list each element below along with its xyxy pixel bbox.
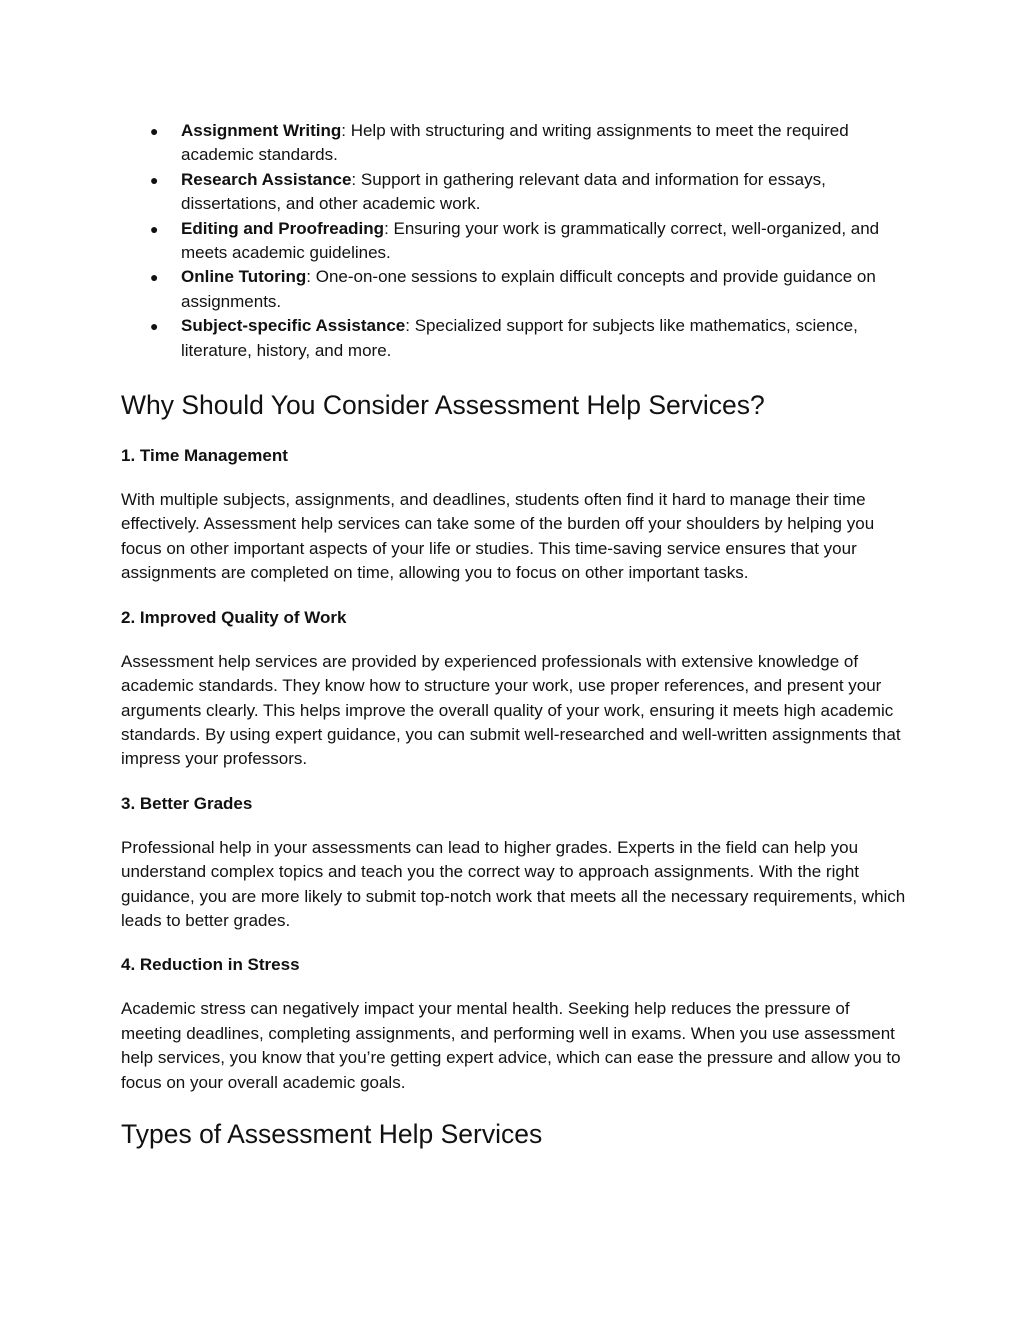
section-body-better-grades: Professional help in your assessments can lead to higher grades. Experts in the field can help you understand complex topics and teach you the correct way to approach assignments. With the right guidance, you are more likely to submit top-notch work that meets all the necessary requirements, which leads to better grades. [121, 837, 906, 930]
list-item-term: Editing and Proofreading [181, 218, 385, 238]
list-item-text: : Ensuring your work is grammatically correct, well-organized, and meets academic guidelines. [181, 218, 880, 263]
bullet-icon: ● [150, 269, 159, 286]
list-item-text: : Help with structuring and writing assignments to meet the required academic standards. [181, 121, 849, 165]
services-bullet-list [121, 119, 911, 363]
list-item [121, 265, 911, 314]
bullet-icon: ● [150, 220, 159, 237]
section-body-time-management: With multiple subjects, assignments, and deadlines, students often find it hard to manage their time effectively. Assessment help services can take some of the burden off your shoulders by helping you focus on other important aspects of your life or studies. This time-saving service ensures that your assignments are completed on time, allowing you to focus on other important tasks. [121, 490, 875, 583]
section-body-reduction-in-stress: Academic stress can negatively impact your mental health. Seeking help reduces the pressure of meeting deadlines, completing assignments, and performing well in exams. When you use assessment help services, you know that you’re getting expert advice, which can ease the pressure and allow you to focus on your overall academic goals. [121, 999, 901, 1092]
list-item [121, 168, 911, 217]
types-heading: Types of Assessment Help Services [121, 1118, 543, 1149]
section-heading-quality-of-work: 2. Improved Quality of Work [121, 607, 347, 627]
section-heading-time-management: 1. Time Management [121, 446, 288, 466]
document-page [121, 119, 911, 1150]
bullet-icon: ● [150, 171, 159, 188]
section-body-quality-of-work: Assessment help services are provided by experienced professionals with extensive knowledge of academic standards. They know how to structure your work, use proper references, and present your arguments clearly. This helps improve the overall quality of your work, ensuring it meets high academic standards. By using expert guidance, you can submit well-researched and well-written assignments that impress your professors. [121, 651, 901, 769]
list-item-text: : Support in gathering relevant data and information for essays, dissertations, and other academic work. [181, 169, 826, 214]
section-heading-reduction-in-stress: 4. Reduction in Stress [121, 955, 300, 975]
list-item-term: Assignment Writing [181, 121, 342, 140]
list-item-term: Subject-specific Assistance [181, 316, 406, 336]
list-item-term: Research Assistance [181, 169, 352, 189]
list-item [121, 314, 911, 363]
list-item-text: : One-on-one sessions to explain difficult concepts and provide guidance on assignments. [181, 267, 876, 311]
list-item [121, 119, 911, 168]
section-heading-better-grades: 3. Better Grades [121, 793, 253, 813]
why-heading: Why Should You Consider Assessment Help Services? [121, 390, 765, 421]
bullet-icon: ● [150, 123, 159, 139]
list-item [121, 217, 911, 266]
list-item-text: : Specialized support for subjects like mathematics, science, literature, history, and more. [181, 316, 858, 360]
list-item-term: Online Tutoring [181, 267, 307, 287]
bullet-icon: ● [150, 318, 159, 335]
